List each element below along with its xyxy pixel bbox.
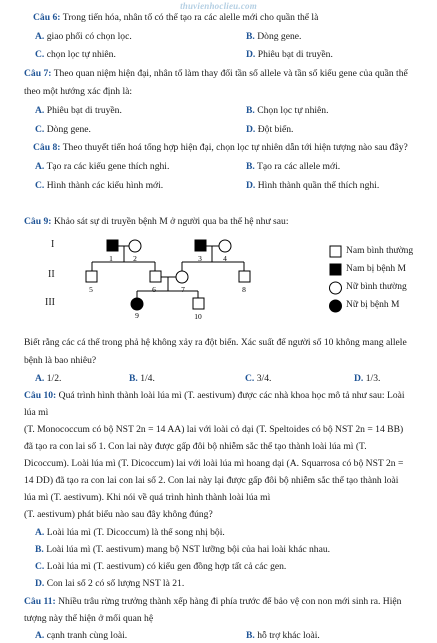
number-10: 10: [194, 312, 202, 321]
option-key: A.: [35, 373, 45, 384]
q10-line-4: đã tạo ra con lai số 1. Con lai này được gấp đôi bộ nhiễm sắc thể tạo thành loài lúa mì (T.: [24, 441, 367, 452]
option-text: hỗ trợ khác loài.: [257, 630, 320, 641]
q9-option-a[interactable]: [35, 373, 61, 385]
individual-4: [219, 240, 231, 252]
q10-option-b[interactable]: [35, 544, 330, 556]
generation-label-2: II: [48, 269, 55, 280]
option-key: A.: [35, 630, 45, 641]
q9-followup-cont: bệnh là bao nhiêu?: [24, 355, 97, 366]
option-key: B.: [129, 373, 138, 384]
number-3: 3: [198, 254, 202, 263]
option-key: C.: [35, 561, 45, 572]
option-text: chọn lọc tự nhiên.: [46, 49, 116, 60]
option-text: Dòng gene.: [257, 31, 302, 42]
option-text: Loài lúa mì (T. aestivum) có kiểu gen đồng hợp tất cả các gen.: [46, 561, 287, 572]
q10-line-6: 14 DD) đã tạo ra con lai con lai số 2. Con lai này lại được gấp đôi bộ nhiễm sắc thể tạo thành loài: [24, 475, 399, 486]
q10-option-d[interactable]: [35, 578, 184, 590]
option-key: C.: [35, 124, 45, 135]
q7-text: Theo quan niệm hiện đại, nhân tố làm thay đổi tần số allele và tần số kiểu gene của quần thể: [53, 68, 408, 79]
generation-label-3: III: [45, 297, 55, 308]
option-text: cạnh tranh cùng loài.: [46, 630, 128, 641]
option-key: A.: [35, 105, 45, 116]
option-key: B.: [35, 544, 44, 555]
option-key: D.: [246, 180, 256, 191]
option-key: B.: [246, 161, 255, 172]
individual-7: [176, 271, 188, 283]
q9-option-c[interactable]: [245, 373, 271, 385]
q7-label: Câu 7:: [24, 68, 52, 79]
q10-line-7: lúa mì (T. aestivum). Khi nói về quá trình hình thành loài lúa mì: [24, 492, 271, 503]
option-text: Tạo ra các kiểu gene thích nghi.: [46, 161, 170, 172]
q7-stem-cont: theo một hướng xác định là:: [24, 86, 133, 97]
option-text: Dòng gene.: [46, 124, 91, 135]
q11-label: Câu 11:: [24, 596, 56, 607]
individual-9: [131, 298, 143, 310]
q10-line-8: (T. aestivum) phát biểu nào sau đây không đúng?: [24, 509, 213, 520]
option-text: Hình thành các kiểu hình mới.: [46, 180, 164, 191]
option-key: B.: [246, 31, 255, 42]
q10-line-5: Dicoccum). Loài lúa mì (T. Dicoccum) lai với loài lúa mì hoang dại (A. Squarrosa có bộ NST 2n =: [24, 458, 404, 469]
number-6: 6: [152, 285, 156, 294]
legend-normal-male-icon: [330, 246, 341, 257]
generation-label-1: I: [51, 239, 55, 250]
legend-affected-female-icon: [330, 300, 342, 312]
number-8: 8: [242, 285, 246, 294]
q6-text: Trong tiến hóa, nhân tố có thể tạo ra các alelle mới cho quần thể là: [62, 12, 319, 23]
individual-6: [150, 271, 161, 282]
q11-option-a[interactable]: [35, 630, 127, 642]
option-text: Tạo ra các allele mới.: [257, 161, 341, 172]
q10-text: Quá trình hình thành loài lúa mì (T. aestivum) được các nhà khoa học mô tả như sau: Loài: [58, 390, 405, 401]
option-text: Chọn lọc tự nhiên.: [257, 105, 329, 116]
q6-label: Câu 6:: [33, 12, 61, 23]
number-2: 2: [133, 254, 137, 263]
option-text: Con lai số 2 có số lượng NST là 21.: [46, 578, 185, 589]
option-key: B.: [246, 630, 255, 641]
q9-followup: Biết rằng các cá thể trong phả hệ không xảy ra đột biến. Xác suất để người số 10 không mang allele: [24, 337, 407, 348]
legend-normal-female: Nữ bình thường: [346, 282, 407, 292]
individual-3: [195, 240, 206, 251]
q9-option-d[interactable]: [354, 373, 380, 385]
option-text: 1/4.: [140, 373, 155, 384]
q10-label: Câu 10:: [24, 390, 57, 401]
option-key: B.: [246, 105, 255, 116]
option-key: A.: [35, 161, 45, 172]
option-key: C.: [35, 49, 45, 60]
q11-option-b[interactable]: [246, 630, 320, 642]
individual-10: [193, 298, 204, 309]
individual-5: [86, 271, 97, 282]
option-text: Phiêu bạt di truyền.: [257, 49, 333, 60]
individual-2: [129, 240, 141, 252]
option-key: D.: [35, 578, 45, 589]
q10-option-c[interactable]: [35, 561, 286, 573]
option-key: D.: [246, 49, 256, 60]
q8-text: Theo thuyết tiến hoá tổng hợp hiện đại, chọn lọc tự nhiên dẫn tới hiện tượng nào sau đây?: [62, 142, 408, 153]
number-1: 1: [109, 254, 113, 263]
q11-text: Nhiều trâu rừng trưởng thành xếp hàng đi phía trước để bảo vệ con non mới sinh ra. Hiện: [58, 596, 402, 607]
q11-stem: [24, 596, 401, 608]
option-text: 3/4.: [256, 373, 272, 384]
individual-1: [107, 240, 118, 251]
legend-affected-male-icon: [330, 264, 341, 275]
option-key: A.: [35, 527, 45, 538]
option-key: D.: [354, 373, 364, 384]
option-text: giao phối có chọn lọc.: [46, 31, 132, 42]
legend-affected-female: Nữ bị bệnh M: [346, 300, 400, 310]
q10-line-2: lúa mì: [24, 407, 49, 418]
number-9: 9: [135, 311, 139, 320]
option-key: A.: [35, 31, 45, 42]
option-text: 1/3.: [365, 373, 381, 384]
number-5: 5: [89, 285, 93, 294]
option-key: C.: [245, 373, 255, 384]
number-4: 4: [223, 254, 227, 263]
watermark: thuvienhoclieu.com: [180, 1, 257, 11]
option-text: Đột biến.: [257, 124, 294, 135]
q9-label: Câu 9:: [24, 216, 52, 227]
option-text: 1/2.: [46, 373, 62, 384]
legend-normal-male: Nam bình thường: [346, 246, 414, 256]
q10-option-a[interactable]: [35, 527, 225, 539]
option-text: Phiêu bạt di truyền.: [46, 105, 122, 116]
individual-8: [239, 271, 250, 282]
legend-normal-female-icon: [330, 282, 342, 294]
q10-stem: [24, 390, 405, 402]
q9-text: Khảo sát sự di truyền bệnh M ở người qua ba thế hệ như sau:: [53, 216, 289, 227]
q8-label: Câu 8:: [33, 142, 61, 153]
legend-affected-male: Nam bị bệnh M: [346, 264, 406, 274]
q10-line-3: (T. Monococcum có bộ NST 2n = 14 AA) lai với loài cỏ dại (T. Speltoides có bộ NST 2n = 14 BB): [24, 424, 404, 435]
option-key: D.: [246, 124, 256, 135]
option-text: Loài lúa mì (T. Dicoccum) là thể song nhị bội.: [46, 527, 225, 538]
option-key: C.: [35, 180, 45, 191]
q9-option-b[interactable]: [129, 373, 155, 385]
q11-stem-cont: tượng này thể hiện ở mối quan hệ: [24, 613, 154, 624]
option-text: Hình thành quần thể thích nghi.: [257, 180, 380, 191]
number-7: 7: [181, 285, 185, 294]
option-text: Loài lúa mì (T. aestivum) mang bộ NST lưỡng bội của hai loài khác nhau.: [46, 544, 331, 555]
